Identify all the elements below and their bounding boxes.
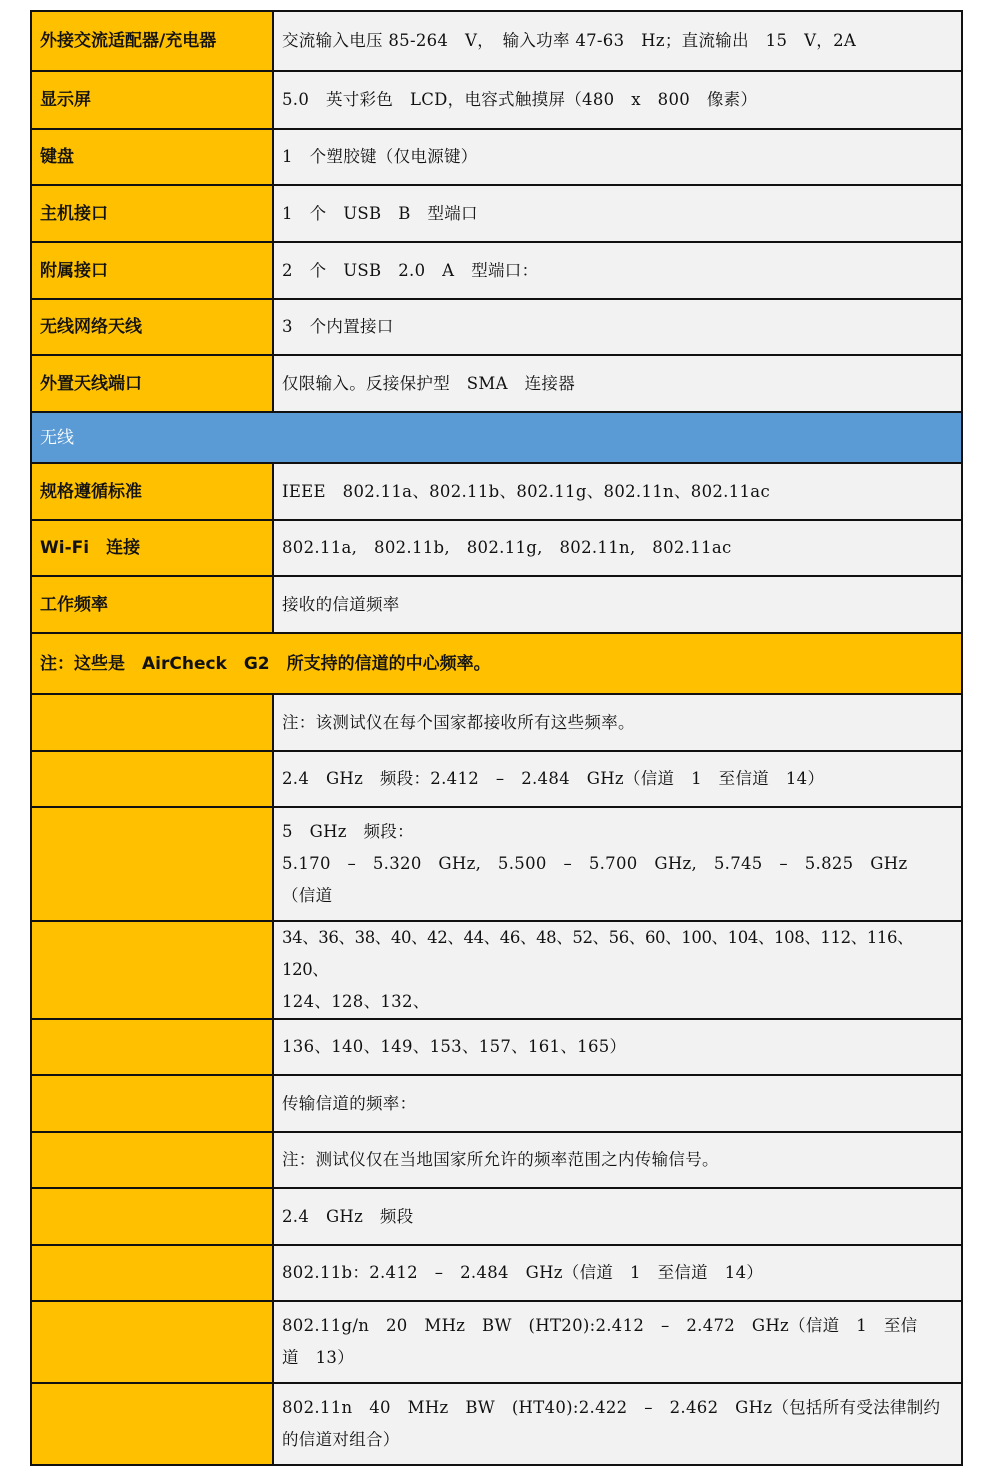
row-operating-freq xyxy=(31,576,962,633)
value-ac-adapter: 交流输入电压 85-264 V， 输入功率 47-63 Hz；直流输出 15 V，2A xyxy=(273,11,962,71)
value-wifi: 802.11a, 802.11b, 802.11g, 802.11n, 802.11ac xyxy=(273,520,962,576)
row-antenna xyxy=(31,299,962,355)
freq-line: 道 13） xyxy=(282,1348,354,1367)
freq-row xyxy=(31,1383,962,1465)
label-antenna: 无线网络天线 xyxy=(31,299,273,355)
row-host-port xyxy=(31,185,962,242)
value-accessory-port: 2 个 USB 2.0 A 型端口： xyxy=(273,242,962,299)
label-operating-freq: 工作频率 xyxy=(31,576,273,633)
value-standards: IEEE 802.11a、802.11b、802.11g、802.11n、802.11ac xyxy=(273,463,962,520)
label-external-antenna: 外置天线端口 xyxy=(31,355,273,412)
freq-line: 的信道对组合） xyxy=(282,1430,400,1449)
freq-row xyxy=(31,1245,962,1301)
label-ac-adapter: 外接交流适配器/充电器 xyxy=(31,11,273,71)
freq-row-label xyxy=(31,1383,273,1465)
row-external-antenna xyxy=(31,355,962,412)
value-external-antenna: 仅限输入。反接保护型 SMA 连接器 xyxy=(273,355,962,412)
freq-row-text: 136、140、149、153、157、161、165） xyxy=(273,1019,962,1075)
label-accessory-port: 附属接口 xyxy=(31,242,273,299)
row-keyboard xyxy=(31,129,962,185)
freq-row xyxy=(31,921,962,1019)
freq-row-text: 802.11b：2.412 – 2.484 GHz（信道 1 至信道 14） xyxy=(273,1245,962,1301)
label-standards: 规格遵循标准 xyxy=(31,463,273,520)
freq-line: 5.170 – 5.320 GHz, 5.500 – 5.700 GHz, 5.745 – 5.825 GHz xyxy=(282,854,908,873)
row-standards xyxy=(31,463,962,520)
freq-row xyxy=(31,807,962,921)
label-keyboard: 键盘 xyxy=(31,129,273,185)
freq-row-label xyxy=(31,751,273,807)
freq-row xyxy=(31,751,962,807)
label-display: 显示屏 xyxy=(31,71,273,129)
value-display: 5.0 英寸彩色 LCD，电容式触摸屏（480 x 800 像素） xyxy=(273,71,962,129)
freq-row-text: 2.4 GHz 频段：2.412 – 2.484 GHz（信道 1 至信道 14） xyxy=(273,751,962,807)
freq-row-ht20 xyxy=(273,1301,962,1383)
section-wireless xyxy=(31,412,962,463)
freq-row-text: 传输信道的频率： xyxy=(273,1075,962,1132)
freq-line: 802.11g/n 20 MHz BW (HT20):2.412 – 2.472 GHz（信道 1 至信 xyxy=(282,1316,918,1335)
freq-line: （信道 xyxy=(282,886,333,905)
value-antenna: 3 个内置接口 xyxy=(273,299,962,355)
freq-row-label xyxy=(31,1075,273,1132)
value-keyboard: 1 个塑胶键（仅电源键） xyxy=(273,129,962,185)
freq-row-text: 2.4 GHz 频段 xyxy=(273,1188,962,1245)
section-wireless-title: 无线 xyxy=(31,412,962,463)
center-freq-note: 注：这些是 AirCheck G2 所支持的信道的中心频率。 xyxy=(31,633,962,694)
freq-row-text: 注：测试仪仅在当地国家所允许的频率范围之内传输信号。 xyxy=(273,1132,962,1188)
freq-line: 5 GHz 频段： xyxy=(282,822,414,841)
freq-row xyxy=(31,1301,962,1383)
freq-row-label xyxy=(31,1301,273,1383)
freq-row-5ghz xyxy=(273,807,962,921)
freq-row-label xyxy=(31,807,273,921)
freq-row-label xyxy=(31,1019,273,1075)
freq-row xyxy=(31,1075,962,1132)
row-display xyxy=(31,71,962,129)
value-host-port: 1 个 USB B 型端口 xyxy=(273,185,962,242)
freq-row-label xyxy=(31,1188,273,1245)
freq-row xyxy=(31,694,962,751)
freq-row xyxy=(31,1132,962,1188)
freq-row-text: 注：该测试仪在每个国家都接收所有这些频率。 xyxy=(273,694,962,751)
spec-table xyxy=(30,10,963,1466)
label-host-port: 主机接口 xyxy=(31,185,273,242)
freq-line: 124、128、132、 xyxy=(282,992,430,1011)
freq-row-label xyxy=(31,921,273,1019)
row-wifi xyxy=(31,520,962,576)
freq-row-ht40 xyxy=(273,1383,962,1465)
row-accessory-port xyxy=(31,242,962,299)
freq-line: 34、36、38、40、42、44、46、48、52、56、60、100、104、108、112、116、120、 xyxy=(282,928,914,979)
value-operating-freq: 接收的信道频率 xyxy=(273,576,962,633)
freq-row-channels xyxy=(273,921,962,1019)
label-wifi: Wi-Fi 连接 xyxy=(31,520,273,576)
freq-row xyxy=(31,1019,962,1075)
freq-row-label xyxy=(31,1132,273,1188)
freq-line: 802.11n 40 MHz BW (HT40):2.422 – 2.462 GHz（包括所有受法律制约 xyxy=(282,1398,941,1417)
freq-row-label xyxy=(31,1245,273,1301)
row-center-freq-note xyxy=(31,633,962,694)
row-ac-adapter xyxy=(31,11,962,71)
freq-row xyxy=(31,1188,962,1245)
freq-row-label xyxy=(31,694,273,751)
